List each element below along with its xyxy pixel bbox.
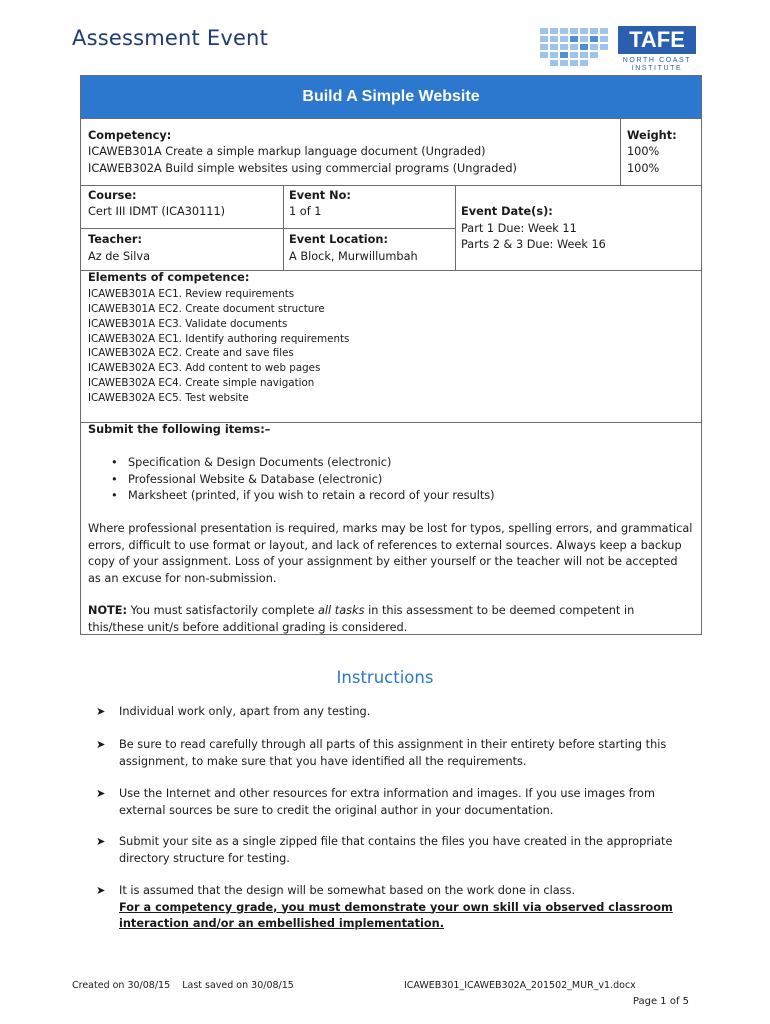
divider (81, 228, 455, 229)
element-item: ICAWEB302A EC1. Identify authoring requirements (88, 333, 350, 345)
event-no-label: Event No: (289, 189, 351, 202)
weight-value: 100% (627, 162, 660, 175)
instructions-heading: Instructions (336, 668, 434, 687)
element-item: ICAWEB301A EC3. Validate documents (88, 318, 288, 330)
note-paragraph (88, 603, 693, 636)
footer-dates (72, 980, 294, 991)
tafe-logo (538, 26, 696, 74)
event-date-line: Parts 2 & 3 Due: Week 16 (461, 238, 606, 251)
instruction-item (96, 883, 686, 933)
teacher-value: Az de Silva (88, 250, 151, 263)
instruction-item (96, 786, 686, 819)
note-text-post: in this assessment to be deemed competent in this/these unit/s before additional grading is considered. (88, 604, 635, 634)
footer-dates-text: Created on 30/08/15 Last saved on 30/08/15 (72, 980, 294, 991)
weight-label: Weight: (627, 129, 677, 142)
element-item: ICAWEB301A EC1. Review requirements (88, 288, 295, 300)
instruction-item (96, 834, 686, 867)
submit-item: • Specification & Design Documents (electronic) (111, 455, 495, 472)
event-no-value: 1 of 1 (289, 205, 322, 218)
event-location-label: Event Location: (289, 233, 388, 246)
submit-label: Submit the following items:– (88, 423, 271, 436)
element-item: ICAWEB302A EC5. Test website (88, 392, 249, 404)
divider (81, 185, 701, 186)
instruction-text: Use the Internet and other resources for extra information and images. If you use images from external sources be sure to credit the original author in your documentation. (119, 787, 655, 817)
element-item: ICAWEB301A EC2. Create document structure (88, 303, 325, 315)
presentation-paragraph: Where professional presentation is required, marks may be lost for typos, spelling errors, and grammatical errors, difficult to use format or layout, and lack of references to external sources. Always keep a backup copy of your assignment. Loss of your assignment by either yourself or the teacher will not be accepted as an excuse for non-submission. (88, 522, 693, 585)
competency-grade-emphasis: For a competency grade, you must demonstrate your own skill via observed classroom interaction and/or an embellished implementation. (119, 900, 673, 930)
logo-grid-icon (538, 26, 616, 72)
logo-wordmark: TAFE (618, 26, 696, 54)
arrow-bullet-icon: ➤ (96, 884, 106, 897)
arrow-bullet-icon: ➤ (96, 738, 106, 751)
event-dates-label: Event Date(s): (461, 205, 553, 218)
instruction-item (96, 737, 686, 770)
divider (283, 185, 284, 270)
competency-line: ICAWEB302A Build simple websites using commercial programs (Ungraded) (88, 162, 517, 175)
instruction-text: It is assumed that the design will be somewhat based on the work done in class. (119, 884, 576, 897)
instruction-item (96, 704, 686, 721)
logo-subtitle-2: INSTITUTE (631, 65, 683, 72)
event-location-value: A Block, Murwillumbah (289, 250, 418, 263)
banner-title: Build A Simple Website (81, 76, 701, 118)
competency-line: ICAWEB301A Create a simple markup language document (Ungraded) (88, 145, 486, 158)
divider (81, 118, 701, 119)
submit-item: • Professional Website & Database (electronic) (111, 472, 495, 489)
footer-filename: ICAWEB301_ICAWEB302A_201502_MUR_v1.docx (404, 980, 636, 991)
element-item: ICAWEB302A EC2. Create and save files (88, 347, 294, 359)
page-number: Page 1 of 5 (632, 996, 689, 1007)
submit-item: • Marksheet (printed, if you wish to retain a record of your results) (111, 488, 495, 505)
event-date-line: Part 1 Due: Week 11 (461, 222, 577, 235)
instruction-text: Individual work only, apart from any testing. (119, 705, 371, 718)
weight-value: 100% (627, 145, 660, 158)
divider (455, 185, 456, 270)
course-label: Course: (88, 189, 137, 202)
submit-list (111, 455, 495, 505)
logo-subtitle-1: NORTH COAST (622, 57, 692, 64)
teacher-label: Teacher: (88, 233, 142, 246)
course-value: Cert III IDMT (ICA30111) (88, 205, 226, 218)
note-emphasis: all tasks (318, 604, 365, 617)
arrow-bullet-icon: ➤ (96, 705, 106, 718)
element-item: ICAWEB302A EC4. Create simple navigation (88, 377, 315, 389)
competency-label: Competency: (88, 129, 172, 142)
instruction-text: Be sure to read carefully through all parts of this assignment in their entirety before starting this assignment, to make sure that you have identified all the requirements. (119, 738, 667, 768)
page-title: Assessment Event (72, 26, 269, 50)
arrow-bullet-icon: ➤ (96, 835, 106, 848)
note-text-pre: You must satisfactorily complete (130, 604, 315, 617)
arrow-bullet-icon: ➤ (96, 787, 106, 800)
elements-label: Elements of competence: (88, 271, 250, 284)
assessment-details-table (80, 75, 702, 635)
divider (620, 118, 621, 185)
element-item: ICAWEB302A EC3. Add content to web pages (88, 362, 321, 374)
note-label: NOTE: (88, 604, 127, 617)
instruction-text: Submit your site as a single zipped file that contains the files you have created in the appropriate directory structure for testing. (119, 835, 673, 865)
